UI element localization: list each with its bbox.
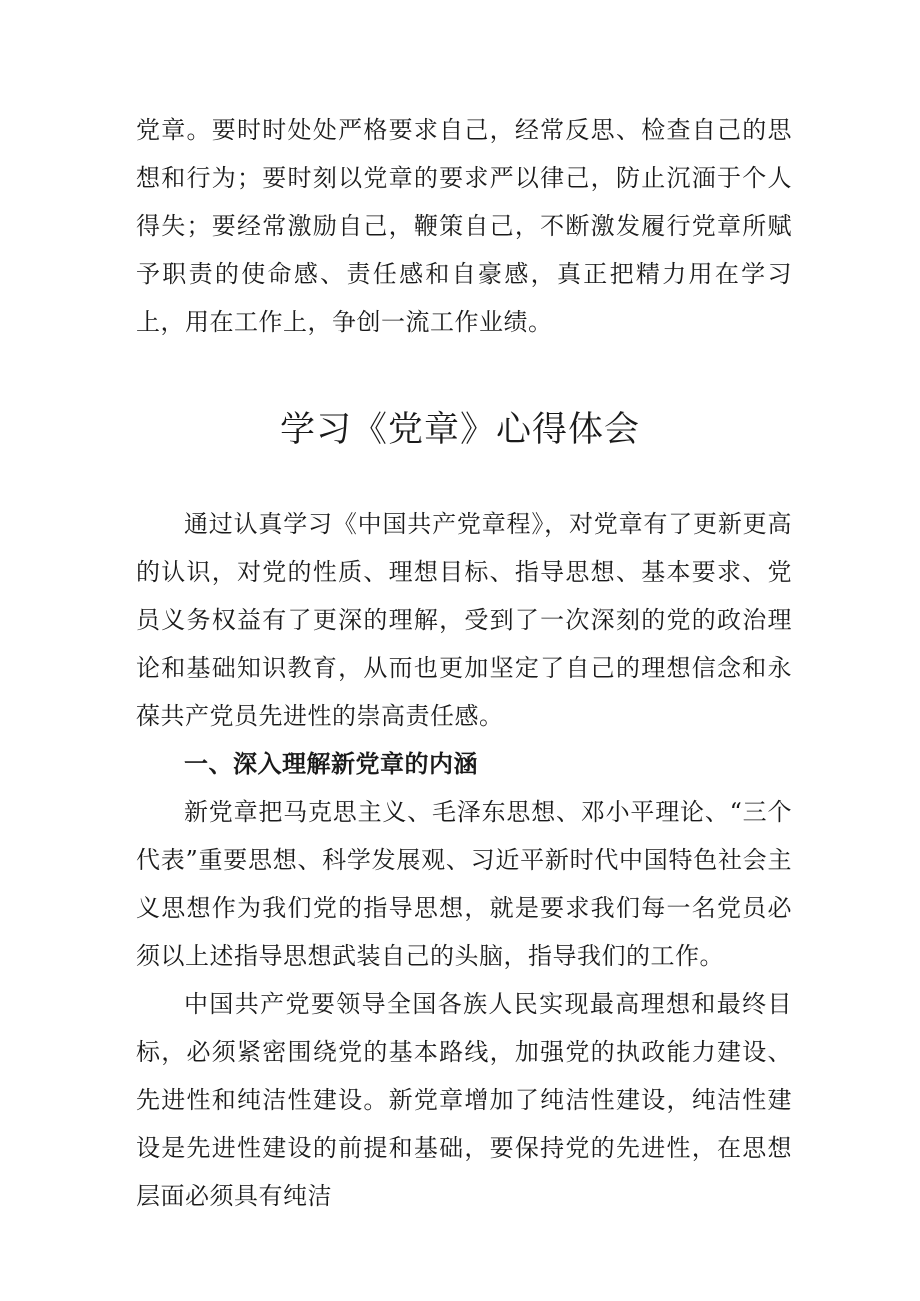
intro-paragraph: 通过认真学习《中国共产党章程》，对党章有了更新更高的认识，对党的性质、理想目标、指导思想、基本要求、党员义务权益有了更深的理解，受到了一次深刻的党的政治理论和基础知识教育，从而也更加坚定了自己的理想信念和永葆共产党员先进性的崇高责任感。 [136,510,792,730]
continuation-paragraph: 党章。要时时处处严格要求自己，经常反思、检查自己的思想和行为；要时刻以党章的要求严以律己，防止沉湎于个人得失；要经常激励自己，鞭策自己，不断激发履行党章所赋予职责的使命感、责任感和自豪感，真正把精力用在学习上，用在工作上，争创一流工作业绩。 [136,116,792,336]
document-title: 学习《党章》心得体会 [279,410,640,450]
section-heading: 一、深入理解新党章的内涵 [184,750,478,778]
section-paragraph-1: 新党章把马克思主义、毛泽东思想、邓小平理论、“三个代表”重要思想、科学发展观、习近平新时代中国特色社会主义思想作为我们党的指导思想，就是要求我们每一名党员必须以上述指导思想武装自己的头脑，指导我们的工作。 [136,798,792,970]
section-paragraph-2: 中国共产党要领导全国各族人民实现最高理想和最终目标，必须紧密围绕党的基本路线，加强党的执政能力建设、先进性和纯洁性建设。新党章增加了纯洁性建设，纯洁性建设是先进性建设的前提和基础，要保持党的先进性，在思想层面必须具有纯洁 [136,990,792,1210]
